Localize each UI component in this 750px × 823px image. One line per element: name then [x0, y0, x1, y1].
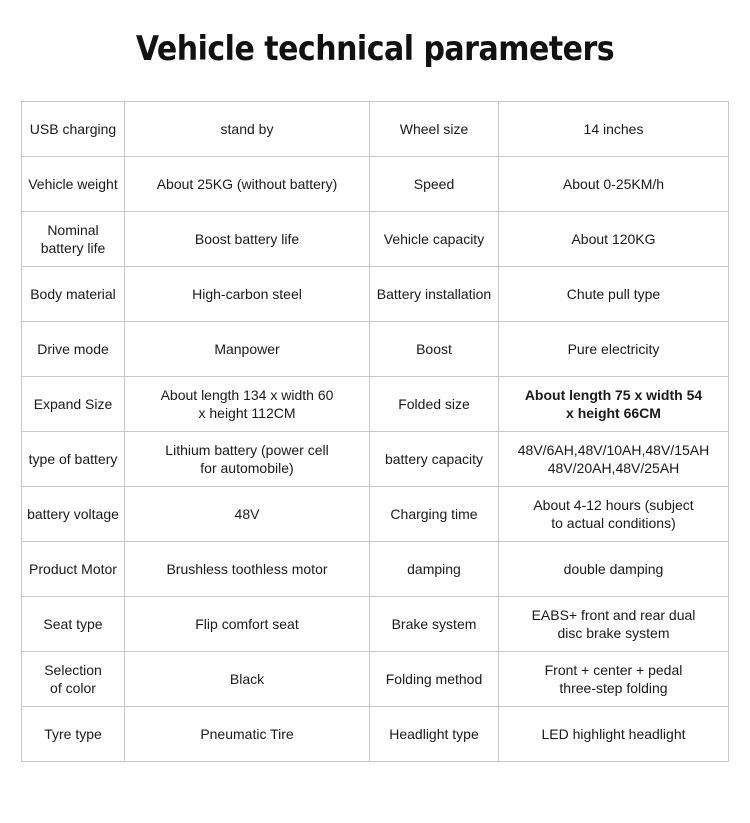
param-value: About length 134 x width 60 x height 112CM: [125, 377, 370, 432]
table-row: [22, 377, 729, 432]
table-row: [22, 432, 729, 487]
param-label: Nominal battery life: [22, 212, 125, 267]
param-value: Chute pull type: [499, 267, 729, 322]
param-value: Manpower: [125, 322, 370, 377]
table-row: [22, 487, 729, 542]
param-label: Brake system: [370, 597, 499, 652]
param-label: Boost: [370, 322, 499, 377]
param-label: Product Motor: [22, 542, 125, 597]
param-label: Speed: [370, 157, 499, 212]
param-value: double damping: [499, 542, 729, 597]
param-label: Vehicle weight: [22, 157, 125, 212]
param-value: Black: [125, 652, 370, 707]
param-label: battery voltage: [22, 487, 125, 542]
param-value: stand by: [125, 102, 370, 157]
table-row: [22, 267, 729, 322]
param-value: Pure electricity: [499, 322, 729, 377]
param-label: Selection of color: [22, 652, 125, 707]
param-value: 48V: [125, 487, 370, 542]
param-label: Wheel size: [370, 102, 499, 157]
page-title: Vehicle technical parameters: [135, 29, 615, 70]
param-label: Drive mode: [22, 322, 125, 377]
param-value: Pneumatic Tire: [125, 707, 370, 762]
table-row: [22, 707, 729, 762]
param-label: Tyre type: [22, 707, 125, 762]
table-row: [22, 597, 729, 652]
param-label: battery capacity: [370, 432, 499, 487]
param-label: Headlight type: [370, 707, 499, 762]
param-label: Battery installation: [370, 267, 499, 322]
param-label: USB charging: [22, 102, 125, 157]
param-label: damping: [370, 542, 499, 597]
param-value: 14 inches: [499, 102, 729, 157]
table-row: [22, 102, 729, 157]
param-label: Folded size: [370, 377, 499, 432]
param-value: About 4-12 hours (subject to actual conditions): [499, 487, 729, 542]
table-row: [22, 542, 729, 597]
param-label: Seat type: [22, 597, 125, 652]
param-value: LED highlight headlight: [499, 707, 729, 762]
table-row: [22, 212, 729, 267]
param-value: Flip comfort seat: [125, 597, 370, 652]
param-value: EABS+ front and rear dual disc brake system: [499, 597, 729, 652]
param-value: Lithium battery (power cell for automobile): [125, 432, 370, 487]
param-label: type of battery: [22, 432, 125, 487]
param-value: High-carbon steel: [125, 267, 370, 322]
param-label: Vehicle capacity: [370, 212, 499, 267]
param-label: Body material: [22, 267, 125, 322]
param-value: About 120KG: [499, 212, 729, 267]
parameters-table: [21, 101, 729, 762]
table-row: [22, 322, 729, 377]
param-value: Brushless toothless motor: [125, 542, 370, 597]
param-label: Folding method: [370, 652, 499, 707]
param-value: Boost battery life: [125, 212, 370, 267]
param-label: Expand Size: [22, 377, 125, 432]
table-row: [22, 652, 729, 707]
table-row: [22, 157, 729, 212]
param-value: About 0-25KM/h: [499, 157, 729, 212]
param-value: Front + center + pedal three-step folding: [499, 652, 729, 707]
param-value: About length 75 x width 54 x height 66CM: [499, 377, 729, 432]
param-label: Charging time: [370, 487, 499, 542]
param-value: About 25KG (without battery): [125, 157, 370, 212]
param-value: 48V/6AH,48V/10AH,48V/15AH 48V/20AH,48V/25AH: [499, 432, 729, 487]
